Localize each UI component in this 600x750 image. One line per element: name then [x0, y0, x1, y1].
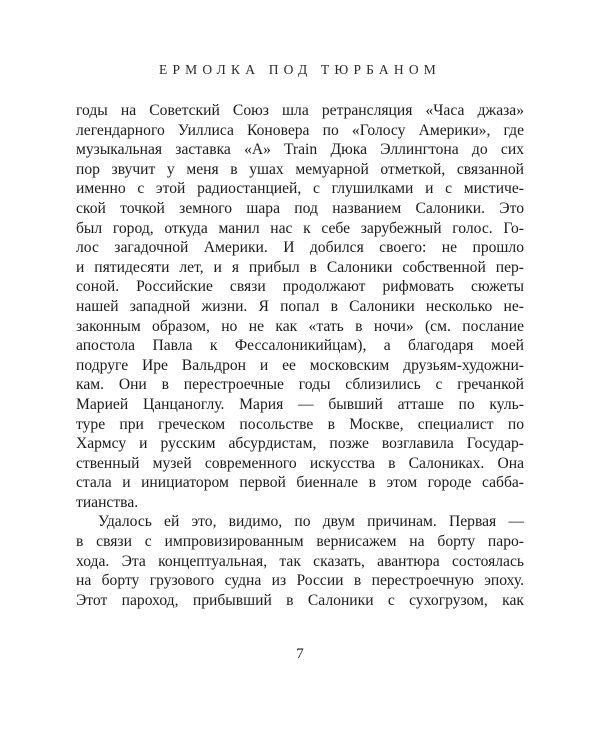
page-number: 7: [296, 646, 304, 662]
text-line: хода. Эта концептуальная, так сказать, авантюра состоялась: [76, 552, 524, 570]
text-line: подруге Ире Вальдрон и ее московским друзьям-художни-: [76, 356, 524, 374]
text-line: Удалось ей это, видимо, по двум причинам. Первая —: [98, 513, 524, 531]
text-line: ской точкой земного шара под названием Салоники. Это: [76, 199, 524, 217]
running-head: ЕРМОЛКА ПОД ТЮРБАНОМ: [159, 62, 441, 77]
text-line: ственный музей современного искусства в Салониках. Она: [76, 454, 524, 472]
text-line: Марией Цанцаноглу. Мария — бывший атташе по куль-: [76, 395, 524, 413]
text-line: лос загадочной Америки. И добился своего: не прошло: [76, 239, 524, 257]
text-line: пор звучит у меня в ушах мемуарной отметкой, связанной: [76, 160, 524, 178]
text-line: был город, откуда манил нас к себе зарубежный голос. Го-: [76, 219, 524, 237]
text-line: соной. Российские связи продолжают рифмовать сюжеты: [76, 278, 524, 296]
text-line: апостола Павла к Фессалоникийцам), а благодаря моей: [76, 337, 524, 355]
text-line: и пятидесяти лет, и я прибыл в Салоники собственной пер-: [76, 258, 524, 276]
text-line: стала и инициатором первой биеннале в этом городе сабба-: [76, 474, 524, 492]
text-line: в связи с импровизированным вернисажем на борту паро-: [76, 533, 524, 551]
text-line: законным образом, но не как «тать в ночи» (см. послание: [76, 317, 524, 335]
text-line: нашей западной жизни. Я попал в Салоники несколько не-: [76, 297, 524, 315]
text-line: тианства.: [76, 493, 139, 511]
paragraph: [76, 101, 524, 512]
text-line: музыкальная заставка «A» Train Дюка Эллингтона до сих: [76, 141, 524, 159]
text-line: туре при греческом посольстве в Москве, специалист по: [76, 415, 524, 433]
text-line: Хармсу и русским абсурдистам, позже возглавила Государ-: [76, 435, 524, 453]
body-text: [76, 101, 524, 610]
text-line: именно с этой радиостанцией, с глушилками и с мистиче-: [76, 180, 524, 198]
paragraph: [76, 512, 524, 610]
text-line: на борту грузового судна из России в перестроечную эпоху.: [76, 572, 524, 590]
text-line: кам. Они в перестроечные годы сблизились с гречанкой: [76, 376, 524, 394]
text-line: легендарного Уиллиса Коновера по «Голосу Америки», где: [76, 121, 524, 139]
text-line: годы на Советский Союз шла ретрансляция «Часа джаза»: [76, 102, 524, 119]
text-line: Этот пароход, прибывший в Салоники с сухогрузом, как: [76, 591, 524, 609]
